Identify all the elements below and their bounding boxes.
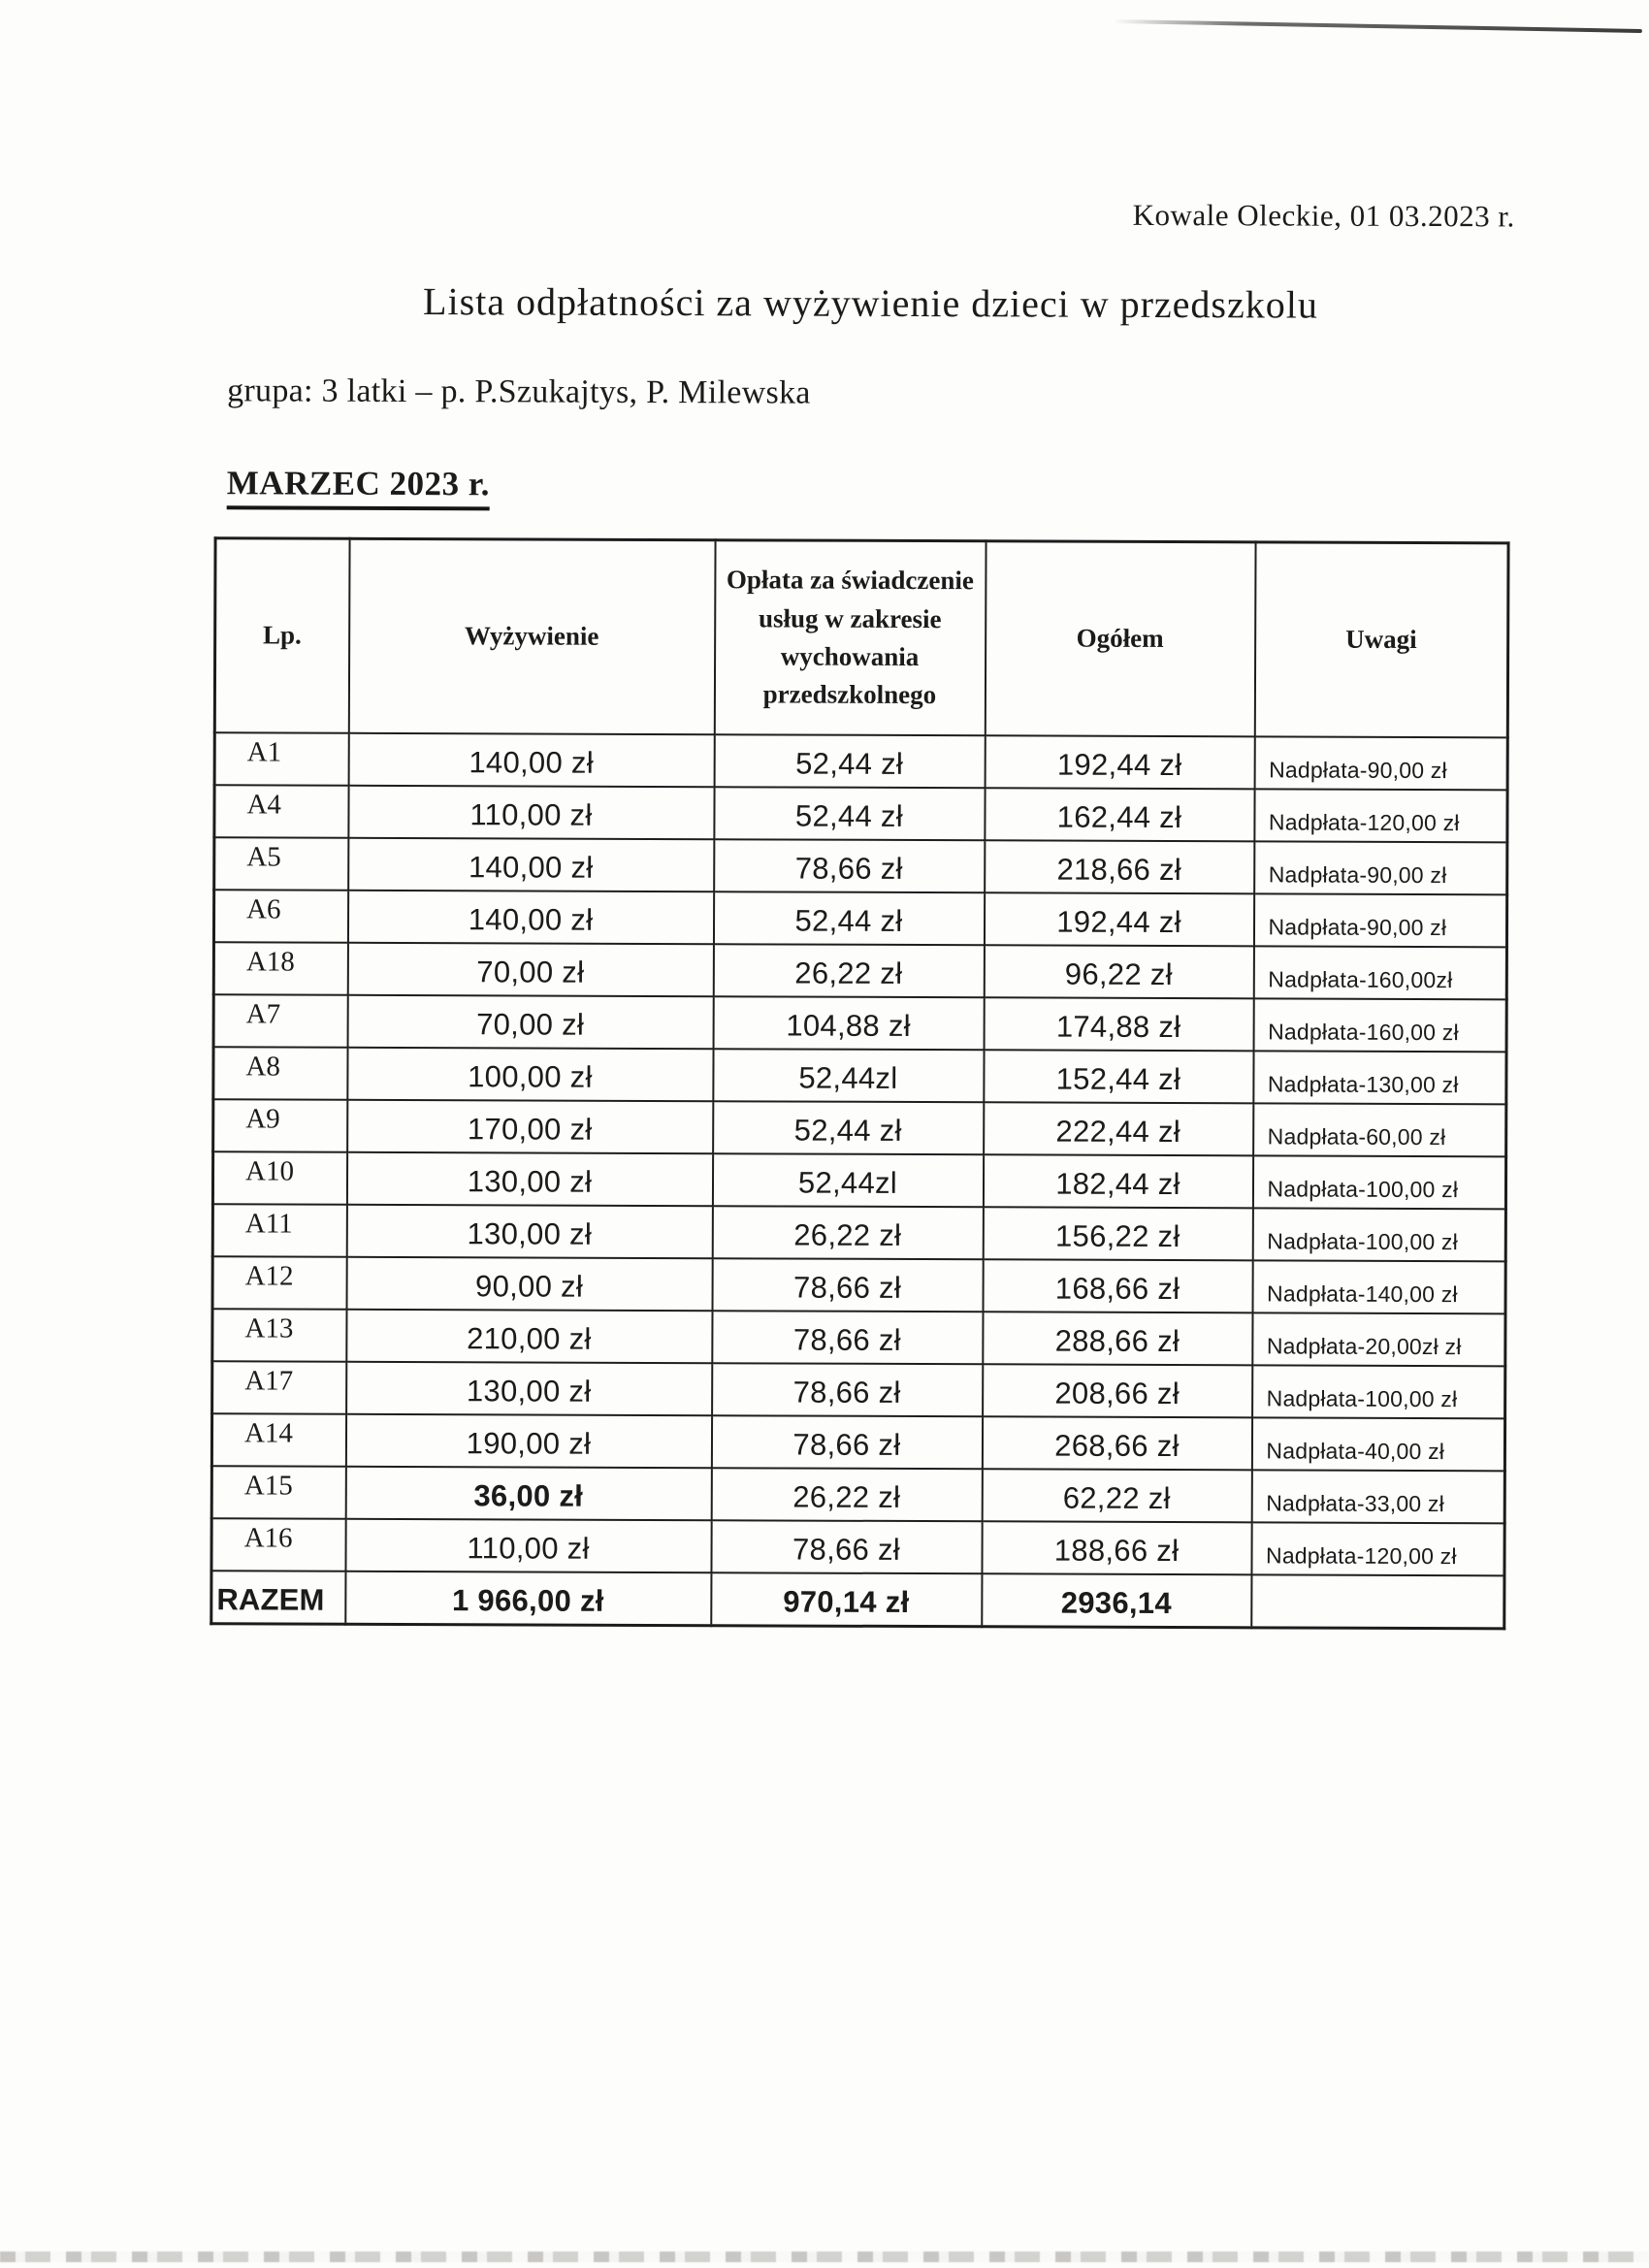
total-fee: 208,66 zł — [983, 1364, 1252, 1417]
table-row — [213, 890, 1506, 947]
table-row — [213, 994, 1506, 1052]
table-row — [214, 837, 1507, 894]
total-fee: 62,22 zł — [982, 1469, 1251, 1522]
table-row — [211, 1413, 1504, 1471]
row-label: A4 — [214, 785, 348, 838]
remarks: Nadpłata-90,00 zł — [1254, 736, 1507, 790]
row-label: A13 — [212, 1309, 346, 1362]
table-row — [213, 1047, 1506, 1104]
row-label: A1 — [214, 732, 348, 786]
total-fee: 288,66 zł — [983, 1312, 1252, 1365]
service-fee: 52,44 zł — [713, 1101, 984, 1154]
row-label: A11 — [212, 1204, 346, 1257]
total-fee: 156,22 zł — [983, 1207, 1252, 1260]
total-service-fee: 970,14 zł — [711, 1572, 982, 1627]
service-fee: 104,88 zł — [713, 996, 984, 1050]
table-row — [214, 732, 1507, 790]
food-fee: 110,00 zł — [345, 1518, 711, 1571]
table-row — [214, 785, 1507, 842]
food-fee: 140,00 zł — [348, 837, 714, 891]
food-fee: 190,00 zł — [345, 1413, 711, 1467]
service-fee: 78,66 zł — [712, 1363, 983, 1416]
food-fee: 130,00 zł — [346, 1204, 712, 1257]
food-fee: 210,00 zł — [346, 1309, 712, 1362]
service-fee: 26,22 zł — [712, 1206, 983, 1259]
table-row — [212, 1361, 1505, 1418]
service-fee: 26,22 zł — [713, 944, 984, 997]
total-fee: 192,44 zł — [985, 735, 1254, 789]
row-label: A14 — [211, 1413, 345, 1467]
service-fee: 78,66 zł — [711, 1415, 982, 1469]
remarks: Nadpłata-20,00zł zł — [1252, 1312, 1505, 1366]
table-row — [211, 1518, 1504, 1575]
row-label: A16 — [211, 1518, 345, 1571]
remarks: Nadpłata-90,00 zł — [1253, 893, 1506, 947]
header-lp: Lp. — [214, 538, 349, 733]
remarks: Nadpłata-160,00zł — [1253, 946, 1506, 999]
remarks: Nadpłata-33,00 zł — [1251, 1470, 1504, 1523]
total-fee: 218,66 zł — [985, 840, 1254, 893]
table-row — [212, 1151, 1505, 1209]
service-fee: 52,44 zł — [714, 787, 985, 840]
food-fee: 110,00 zł — [348, 785, 714, 838]
header-ogolem: Ogółem — [985, 541, 1255, 736]
header-wyzywienie: Wyżywienie — [348, 538, 715, 733]
remarks: Nadpłata-160,00 zł — [1253, 998, 1506, 1052]
total-fee: 168,66 zł — [983, 1259, 1252, 1312]
table-row — [213, 1099, 1506, 1156]
total-fee: 188,66 zł — [982, 1521, 1251, 1574]
total-fee: 182,44 zł — [983, 1154, 1252, 1208]
total-fee: 162,44 zł — [985, 788, 1254, 841]
total-label: RAZEM — [211, 1571, 345, 1625]
row-label: A12 — [212, 1256, 346, 1310]
remarks: Nadpłata-120,00 zł — [1254, 789, 1507, 842]
food-fee: 70,00 zł — [347, 942, 713, 995]
row-label: A5 — [214, 837, 348, 891]
table-row — [212, 1309, 1505, 1366]
food-fee: 130,00 zł — [346, 1361, 712, 1414]
food-fee: 100,00 zł — [347, 1047, 713, 1100]
service-fee: 52,44 zł — [713, 891, 984, 945]
total-fee: 268,66 zł — [982, 1416, 1251, 1470]
header-oplata: Opłata za świadczenie usług w zakresie wychowania przedszkolnego — [714, 540, 986, 735]
total-overall: 2936,14 — [982, 1573, 1251, 1628]
page-title: Lista odpłatności za wyżywienie dzieci w przedszkolu — [423, 279, 1318, 327]
row-label: A17 — [212, 1361, 346, 1414]
total-food-fee: 1 966,00 zł — [345, 1571, 711, 1625]
service-fee: 52,44 zł — [714, 734, 985, 788]
food-fee: 36,00 zł — [345, 1466, 711, 1519]
total-remarks — [1251, 1574, 1504, 1629]
header-uwagi: Uwagi — [1254, 542, 1508, 737]
remarks: Nadpłata-120,00 zł — [1251, 1522, 1504, 1575]
row-label: A9 — [213, 1099, 347, 1152]
service-fee: 78,66 zł — [711, 1520, 982, 1573]
remarks: Nadpłata-100,00 zł — [1252, 1365, 1505, 1418]
month-heading: MARZEC 2023 r. — [227, 464, 490, 510]
total-fee: 96,22 zł — [984, 945, 1253, 998]
remarks: Nadpłata-100,00 zł — [1252, 1208, 1505, 1261]
service-fee: 78,66 zł — [714, 839, 985, 892]
food-fee: 90,00 zł — [346, 1256, 712, 1310]
service-fee: 52,44zl — [713, 1049, 984, 1102]
payments-table — [210, 536, 1509, 1630]
food-fee: 130,00 zł — [346, 1151, 712, 1205]
remarks: Nadpłata-100,00 zł — [1252, 1155, 1505, 1209]
date-line: Kowale Oleckie, 01 03.2023 r. — [1132, 197, 1515, 234]
food-fee: 140,00 zł — [347, 890, 713, 943]
service-fee: 78,66 zł — [712, 1258, 983, 1312]
row-label: A8 — [213, 1047, 347, 1100]
remarks: Nadpłata-90,00 zł — [1254, 841, 1507, 894]
table-row — [212, 1256, 1505, 1313]
table-row — [211, 1466, 1504, 1523]
total-fee: 222,44 zł — [984, 1102, 1253, 1155]
table-header-row — [214, 538, 1508, 737]
group-line: grupa: 3 latki – p. P.Szukajtys, P. Milewska — [227, 373, 811, 411]
table-header — [214, 538, 1508, 737]
food-fee: 140,00 zł — [348, 732, 714, 786]
row-label: A6 — [213, 890, 347, 943]
row-label: A18 — [213, 942, 347, 995]
remarks: Nadpłata-40,00 zł — [1251, 1417, 1504, 1471]
service-fee: 52,44zl — [712, 1153, 983, 1207]
row-label: A10 — [212, 1151, 346, 1205]
remarks: Nadpłata-60,00 zł — [1253, 1103, 1506, 1156]
table-row — [213, 942, 1506, 999]
remarks: Nadpłata-140,00 zł — [1252, 1260, 1505, 1313]
food-fee: 70,00 zł — [347, 994, 713, 1048]
service-fee: 26,22 zł — [711, 1468, 982, 1521]
total-fee: 174,88 zł — [984, 997, 1253, 1051]
table-body — [211, 732, 1507, 1575]
food-fee: 170,00 zł — [347, 1099, 713, 1152]
total-row — [211, 1571, 1504, 1629]
total-fee: 152,44 zł — [984, 1050, 1253, 1103]
service-fee: 78,66 zł — [712, 1311, 983, 1364]
remarks: Nadpłata-130,00 zł — [1253, 1051, 1506, 1104]
row-label: A7 — [213, 994, 347, 1048]
row-label: A15 — [211, 1466, 345, 1519]
total-fee: 192,44 zł — [984, 892, 1253, 946]
table-row — [212, 1204, 1505, 1261]
